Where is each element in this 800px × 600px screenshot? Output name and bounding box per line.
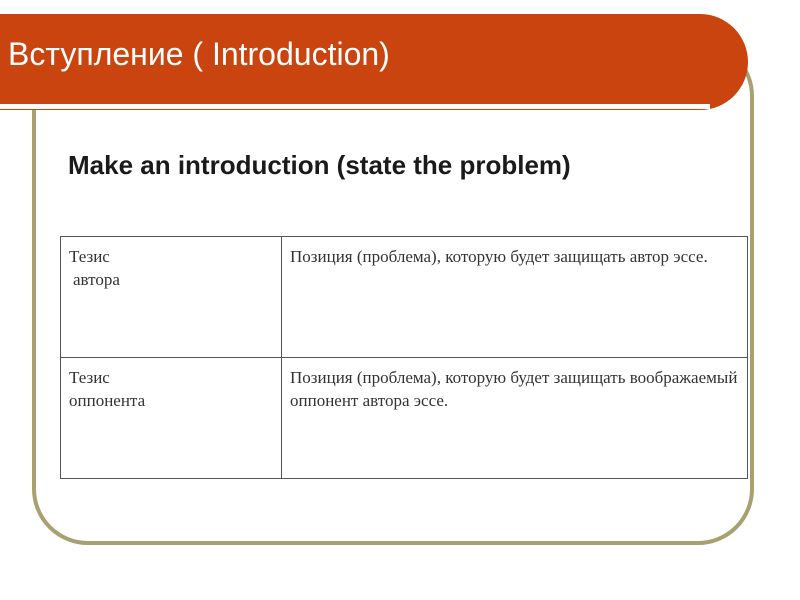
thesis-table	[60, 236, 748, 479]
row-label-line1: Тезис	[69, 247, 110, 266]
slide-subtitle: Make an introduction (state the problem)	[68, 150, 571, 180]
slide-title: Вступление ( Introduction)	[8, 36, 390, 72]
row-label-line1: Тезис	[69, 368, 110, 387]
table-row	[61, 237, 748, 358]
row-description-cell: Позиция (проблема), которую будет защищать воображаемый оппонент автора эссе.	[282, 358, 748, 479]
row-label-cell	[61, 358, 282, 479]
row-description-cell: Позиция (проблема), которую будет защищать автор эссе.	[282, 237, 748, 358]
row-label-line2: оппонента	[69, 391, 146, 410]
row-label-line2: автора	[73, 270, 120, 289]
title-bar	[0, 14, 748, 110]
row-label-cell	[61, 237, 282, 358]
table-row	[61, 358, 748, 479]
title-underline	[0, 104, 710, 109]
